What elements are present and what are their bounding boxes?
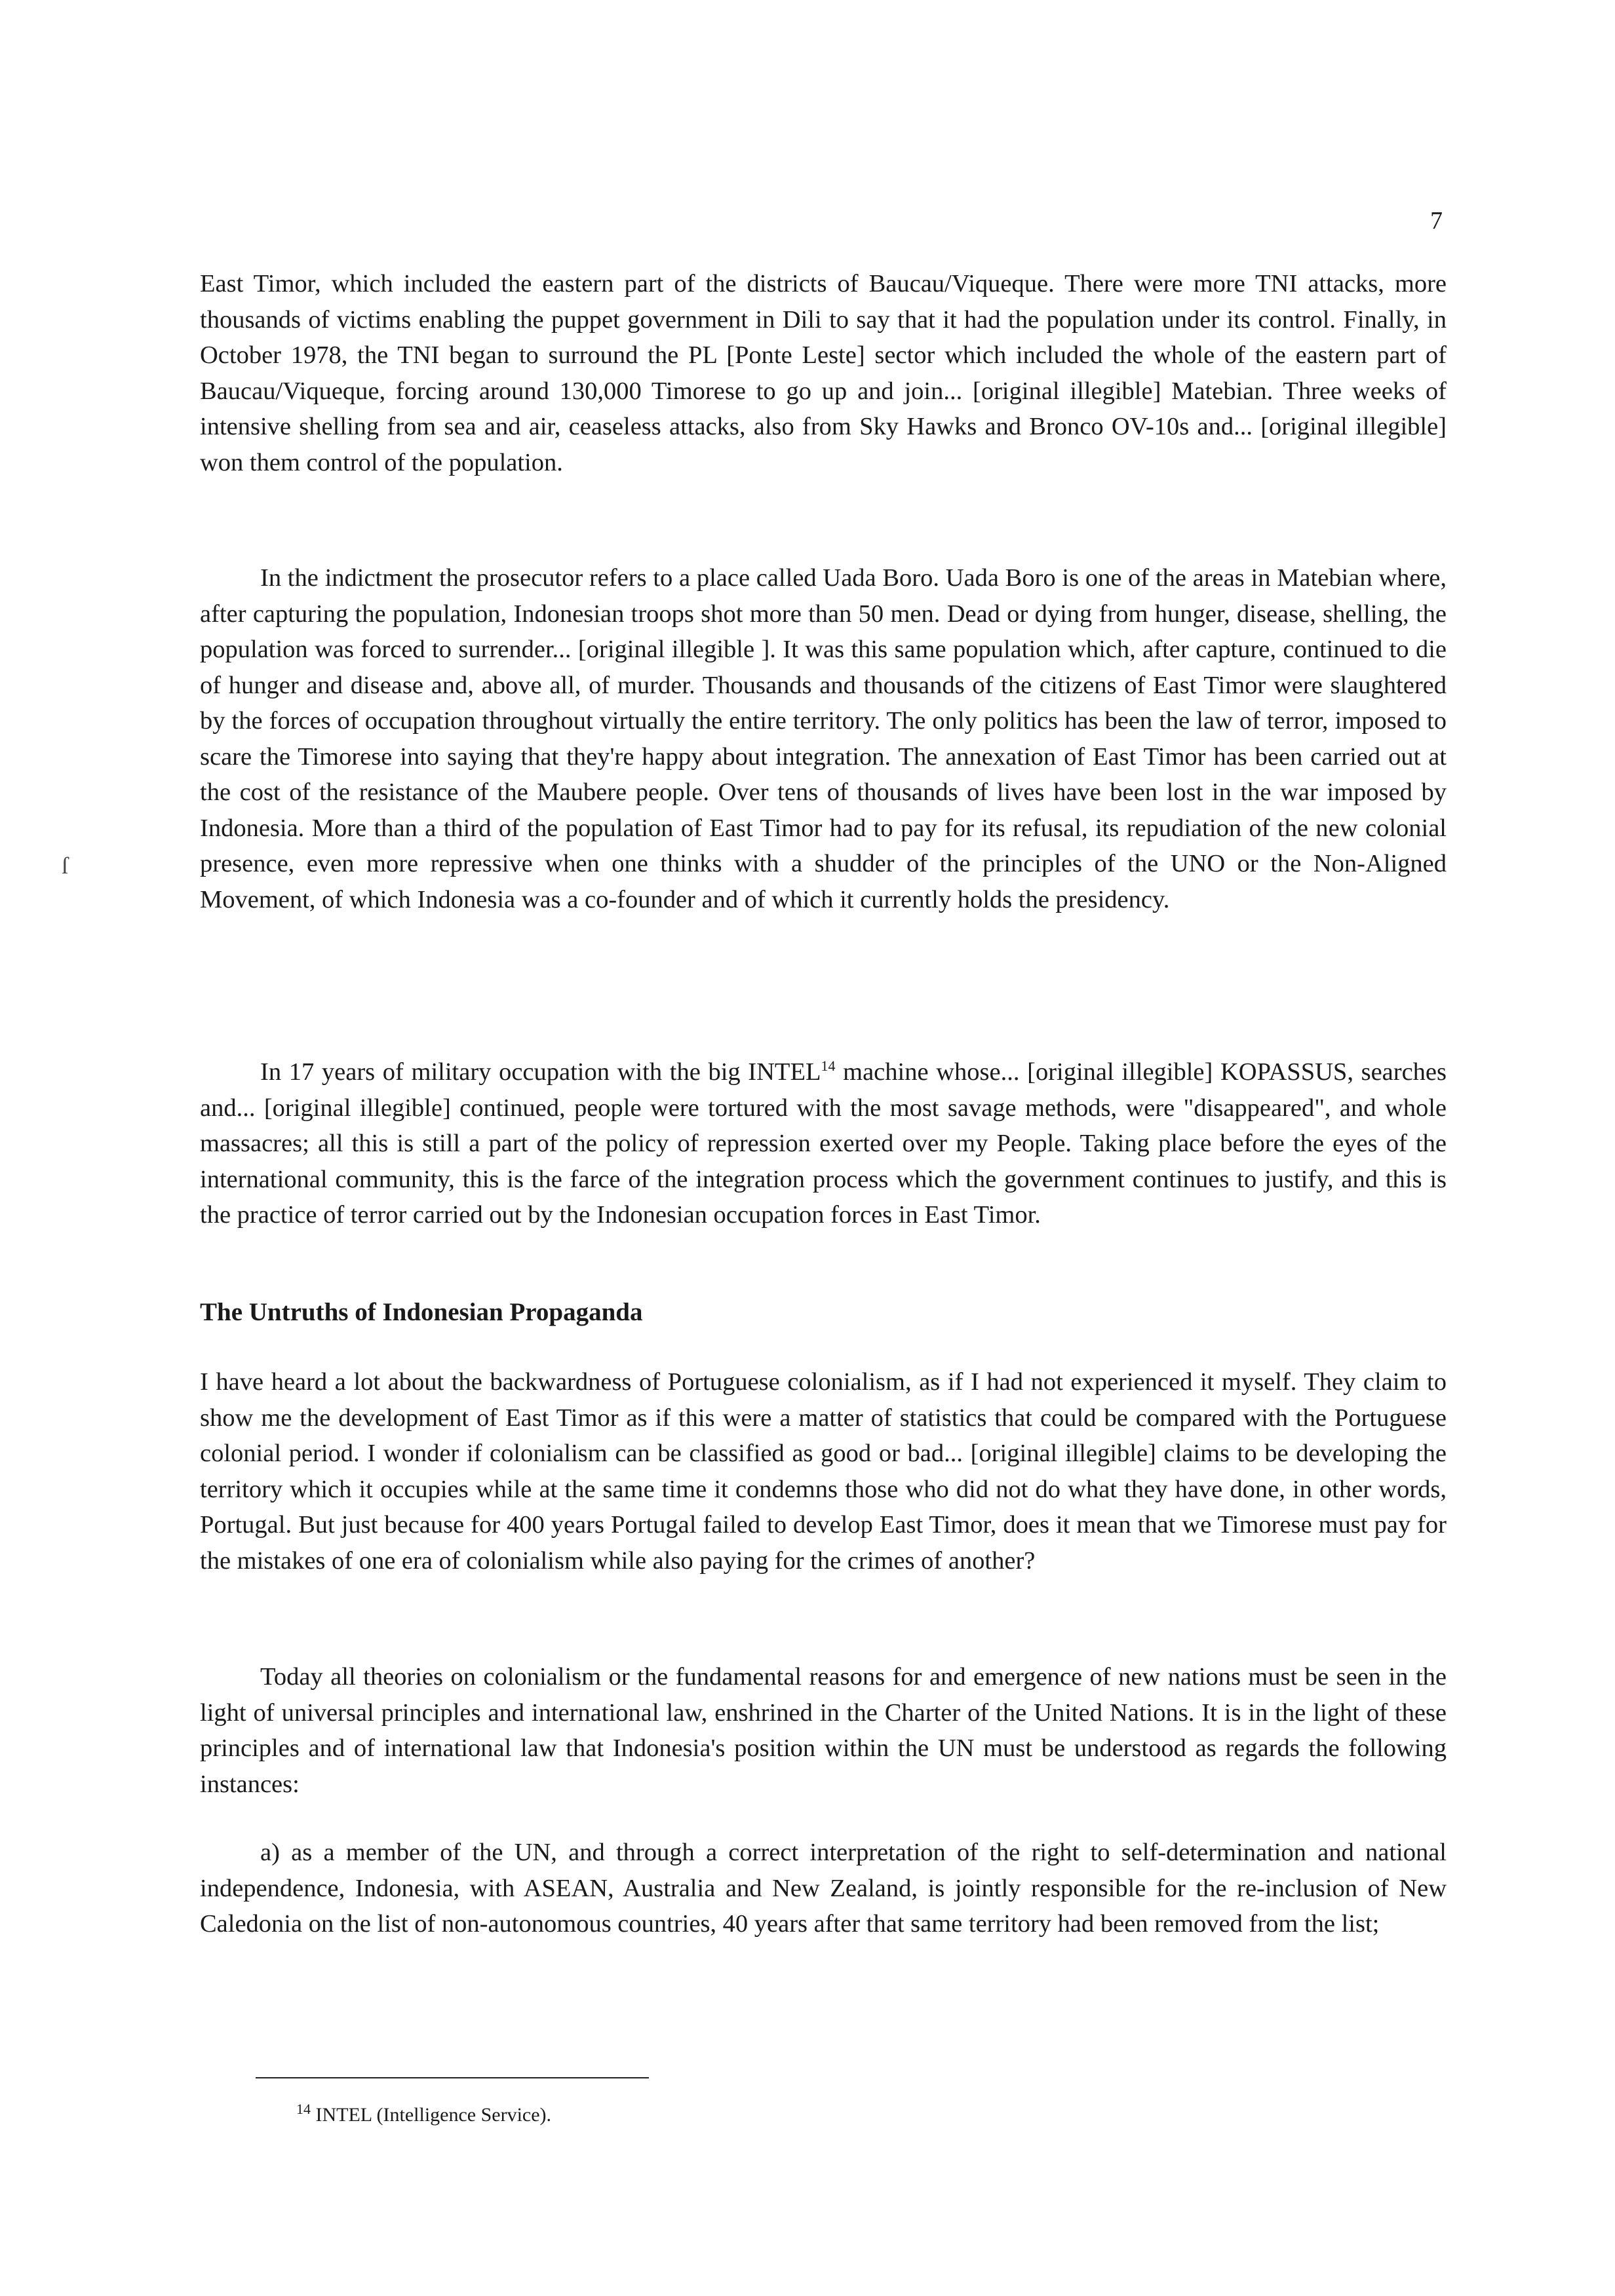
footnote-divider [256, 2077, 649, 2078]
paragraph-5: Today all theories on colonialism or the fundamental reasons for and emergence of new nations must be seen in the light of universal principles and international law, enshrined in the Charter of the United Nations. It is in the light of these principles and of international law that Indonesia's position within the UN must be understood as regards the following instances: [200, 1663, 1447, 1798]
footnote-marker: 14 [296, 2101, 311, 2117]
paragraph-2: In the indictment the prosecutor refers to a place called Uada Boro. Uada Boro is one of the areas in Matebian where, after capturing the population, Indonesian troops shot more than 50 men. Dead or dying from hunger, disease, shelling, the population was forced to surrender... [original illegible ]. It was this same population which, after capture, continued to die of hunger and disease and, above all, of murder. Thousands and thousands of the citizens of East Timor were slaughtered by the forces of occupation throughout virtually the entire territory. The only politics has been the law of terror, imposed to scare the Timorese into saying that they're happy about integration. The annexation of East Timor has been carried out at the cost of the resistance of the Maubere people. Over tens of thousands of lives have been lost in the war imposed by Indonesia. More than a third of the population of East Timor had to pay for its refusal, its repudiation of the new colonial presence, even more repressive when one thinks with a shudder of the principles of the UNO or the Non-Aligned Movement, of which Indonesia was a co-founder and of which it currently holds the presidency. [200, 564, 1447, 913]
paragraph-3-rest: machine whose... [original illegible] KOPASSUS, searches and... [original illegible] continued, people were tortured with the most savage methods, were "disappeared", and whole massacres; all this is still a part of the policy of repression exerted over my People. Taking place before the eyes of the international community, this is the farce of the integration process which the government continues to justify, and this is the practice of terror carried out by the Indonesian occupation forces in East Timor. [200, 1058, 1447, 1229]
footnote [296, 2102, 551, 2128]
paragraph-4: I have heard a lot about the backwardness of Portuguese colonialism, as if I had not experienced it myself. They claim to show me the development of East Timor as if this were a matter of statistics that could be compared with the Portuguese colonial period. I wonder if colonialism can be classified as good or bad... [original illegible] claims to be developing the territory which it occupies while at the same time it condemns those who did not do what they have done, in other words, Portugal. But just because for 400 years Portugal failed to develop East Timor, does it mean that we Timorese must pay for the mistakes of one era of colonialism while also paying for the crimes of another? [200, 1368, 1447, 1575]
paragraph-6: a) as a member of the UN, and through a correct interpretation of the right to self-determination and national independence, Indonesia, with ASEAN, Australia and New Zealand, is jointly responsible for the re-inclusion of New Caledonia on the list of non-autonomous countries, 40 years after that same territory had been removed from the list; [200, 1839, 1447, 1938]
footnote-text: INTEL (Intelligence Service). [311, 2104, 552, 2126]
scan-mark: ſ [62, 852, 69, 879]
paragraph-3 [200, 1054, 1447, 1233]
page-number: 7 [1430, 207, 1443, 235]
paragraph-3-lead: In 17 years of military occupation with the big INTEL [260, 1058, 821, 1086]
footnote-reference[interactable]: 14 [821, 1058, 836, 1075]
paragraph-1: East Timor, which included the eastern part of the districts of Baucau/Viqueque. There were more TNI attacks, more thousands of victims enabling the puppet government in Dili to say that it had the population under its control. Finally, in October 1978, the TNI began to surround the PL [Ponte Leste] sector which included the whole of the eastern part of Baucau/Viqueque, forcing around 130,000 Timorese to go up and join... [original illegible] Matebian. Three weeks of intensive shelling from sea and air, ceaseless attacks, also from Sky Hawks and Bronco OV-10s and... [original illegible] won them control of the population. [200, 270, 1447, 476]
section-heading: The Untruths of Indonesian Propaganda [200, 1298, 643, 1326]
